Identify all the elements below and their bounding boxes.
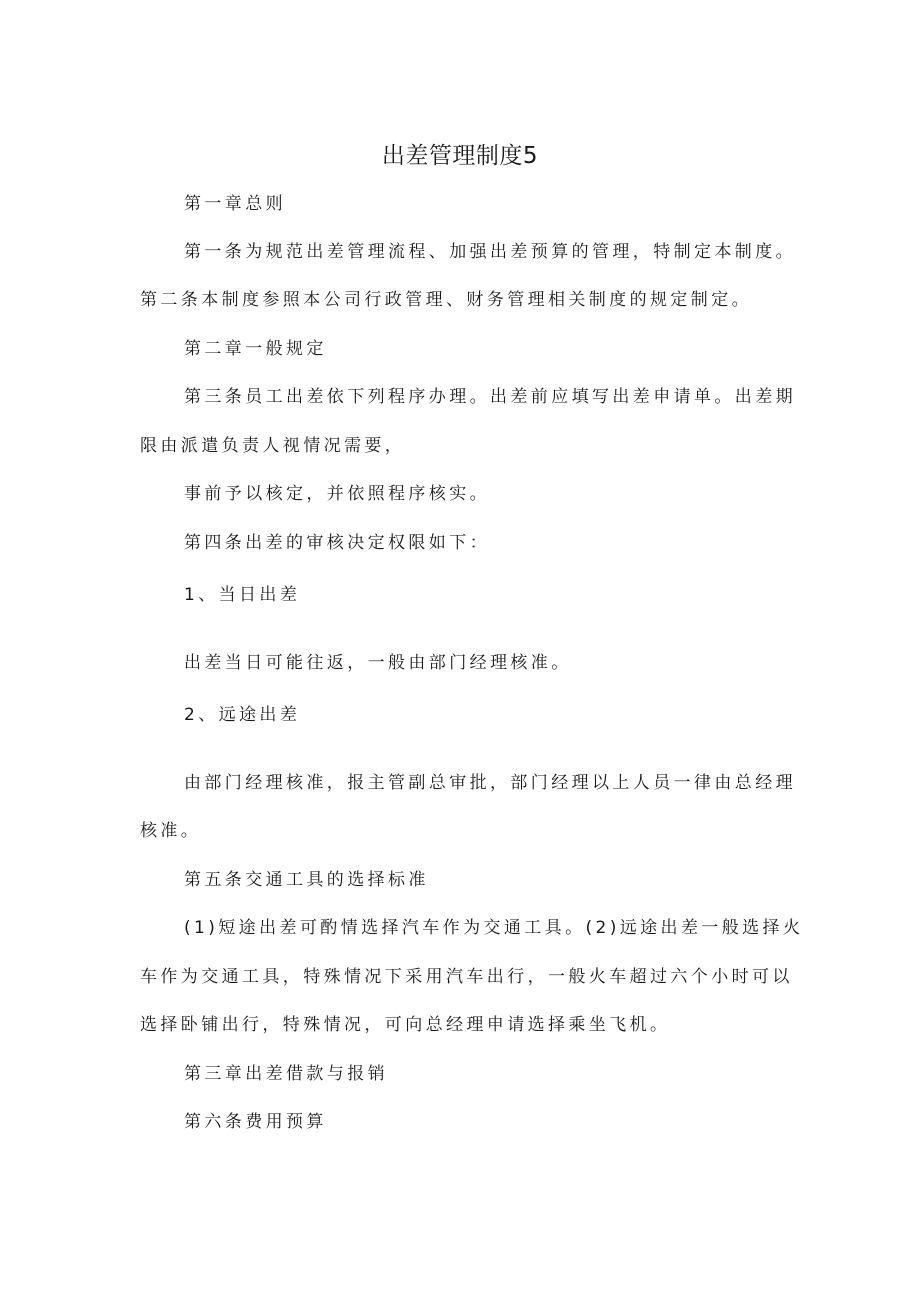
list-item-text: 核准。 (140, 821, 202, 841)
list-item-text: 由部门经理核准，报主管副总审批，部门经理以上人员一律由总经理 (184, 773, 796, 793)
list-item-text: 出差当日可能往返，一般由部门经理核准。 (184, 653, 572, 673)
article-line: 车作为交通工具，特殊情况下采用汽车出行，一般火车超过六个小时可以 (140, 967, 793, 987)
article-line: 第一条为规范出差管理流程、加强出差预算的管理，特制定本制度。 (184, 242, 796, 262)
article-line: 第三条员工出差依下列程序办理。出差前应填写出差申请单。出差期 (184, 387, 796, 407)
article-line: 第五条交通工具的选择标准 (184, 870, 429, 890)
chapter-heading: 第三章出差借款与报销 (184, 1064, 388, 1084)
article-line: 第四条出差的审核决定权限如下： (184, 533, 490, 553)
article-line: 限由派遣负责人视情况需要， (140, 436, 406, 456)
chapter-heading: 第二章一般规定 (184, 339, 327, 359)
list-item-heading: 2、远途出差 (184, 705, 301, 725)
article-line: 选择卧铺出行，特殊情况，可向总经理申请选择乘坐飞机。 (140, 1015, 671, 1035)
list-item-heading: 1、当日出差 (184, 585, 301, 605)
article-line: 事前予以核定，并依照程序核实。 (184, 484, 490, 504)
chapter-heading: 第一章总则 (184, 194, 286, 214)
article-line: (1)短途出差可酌情选择汽车作为交通工具。(2)远途出差一般选择火 (184, 918, 804, 938)
article-line: 第六条费用预算 (184, 1112, 327, 1132)
document-title: 出差管理制度5 (381, 143, 539, 169)
article-line: 第二条本制度参照本公司行政管理、财务管理相关制度的规定制定。 (140, 290, 752, 310)
